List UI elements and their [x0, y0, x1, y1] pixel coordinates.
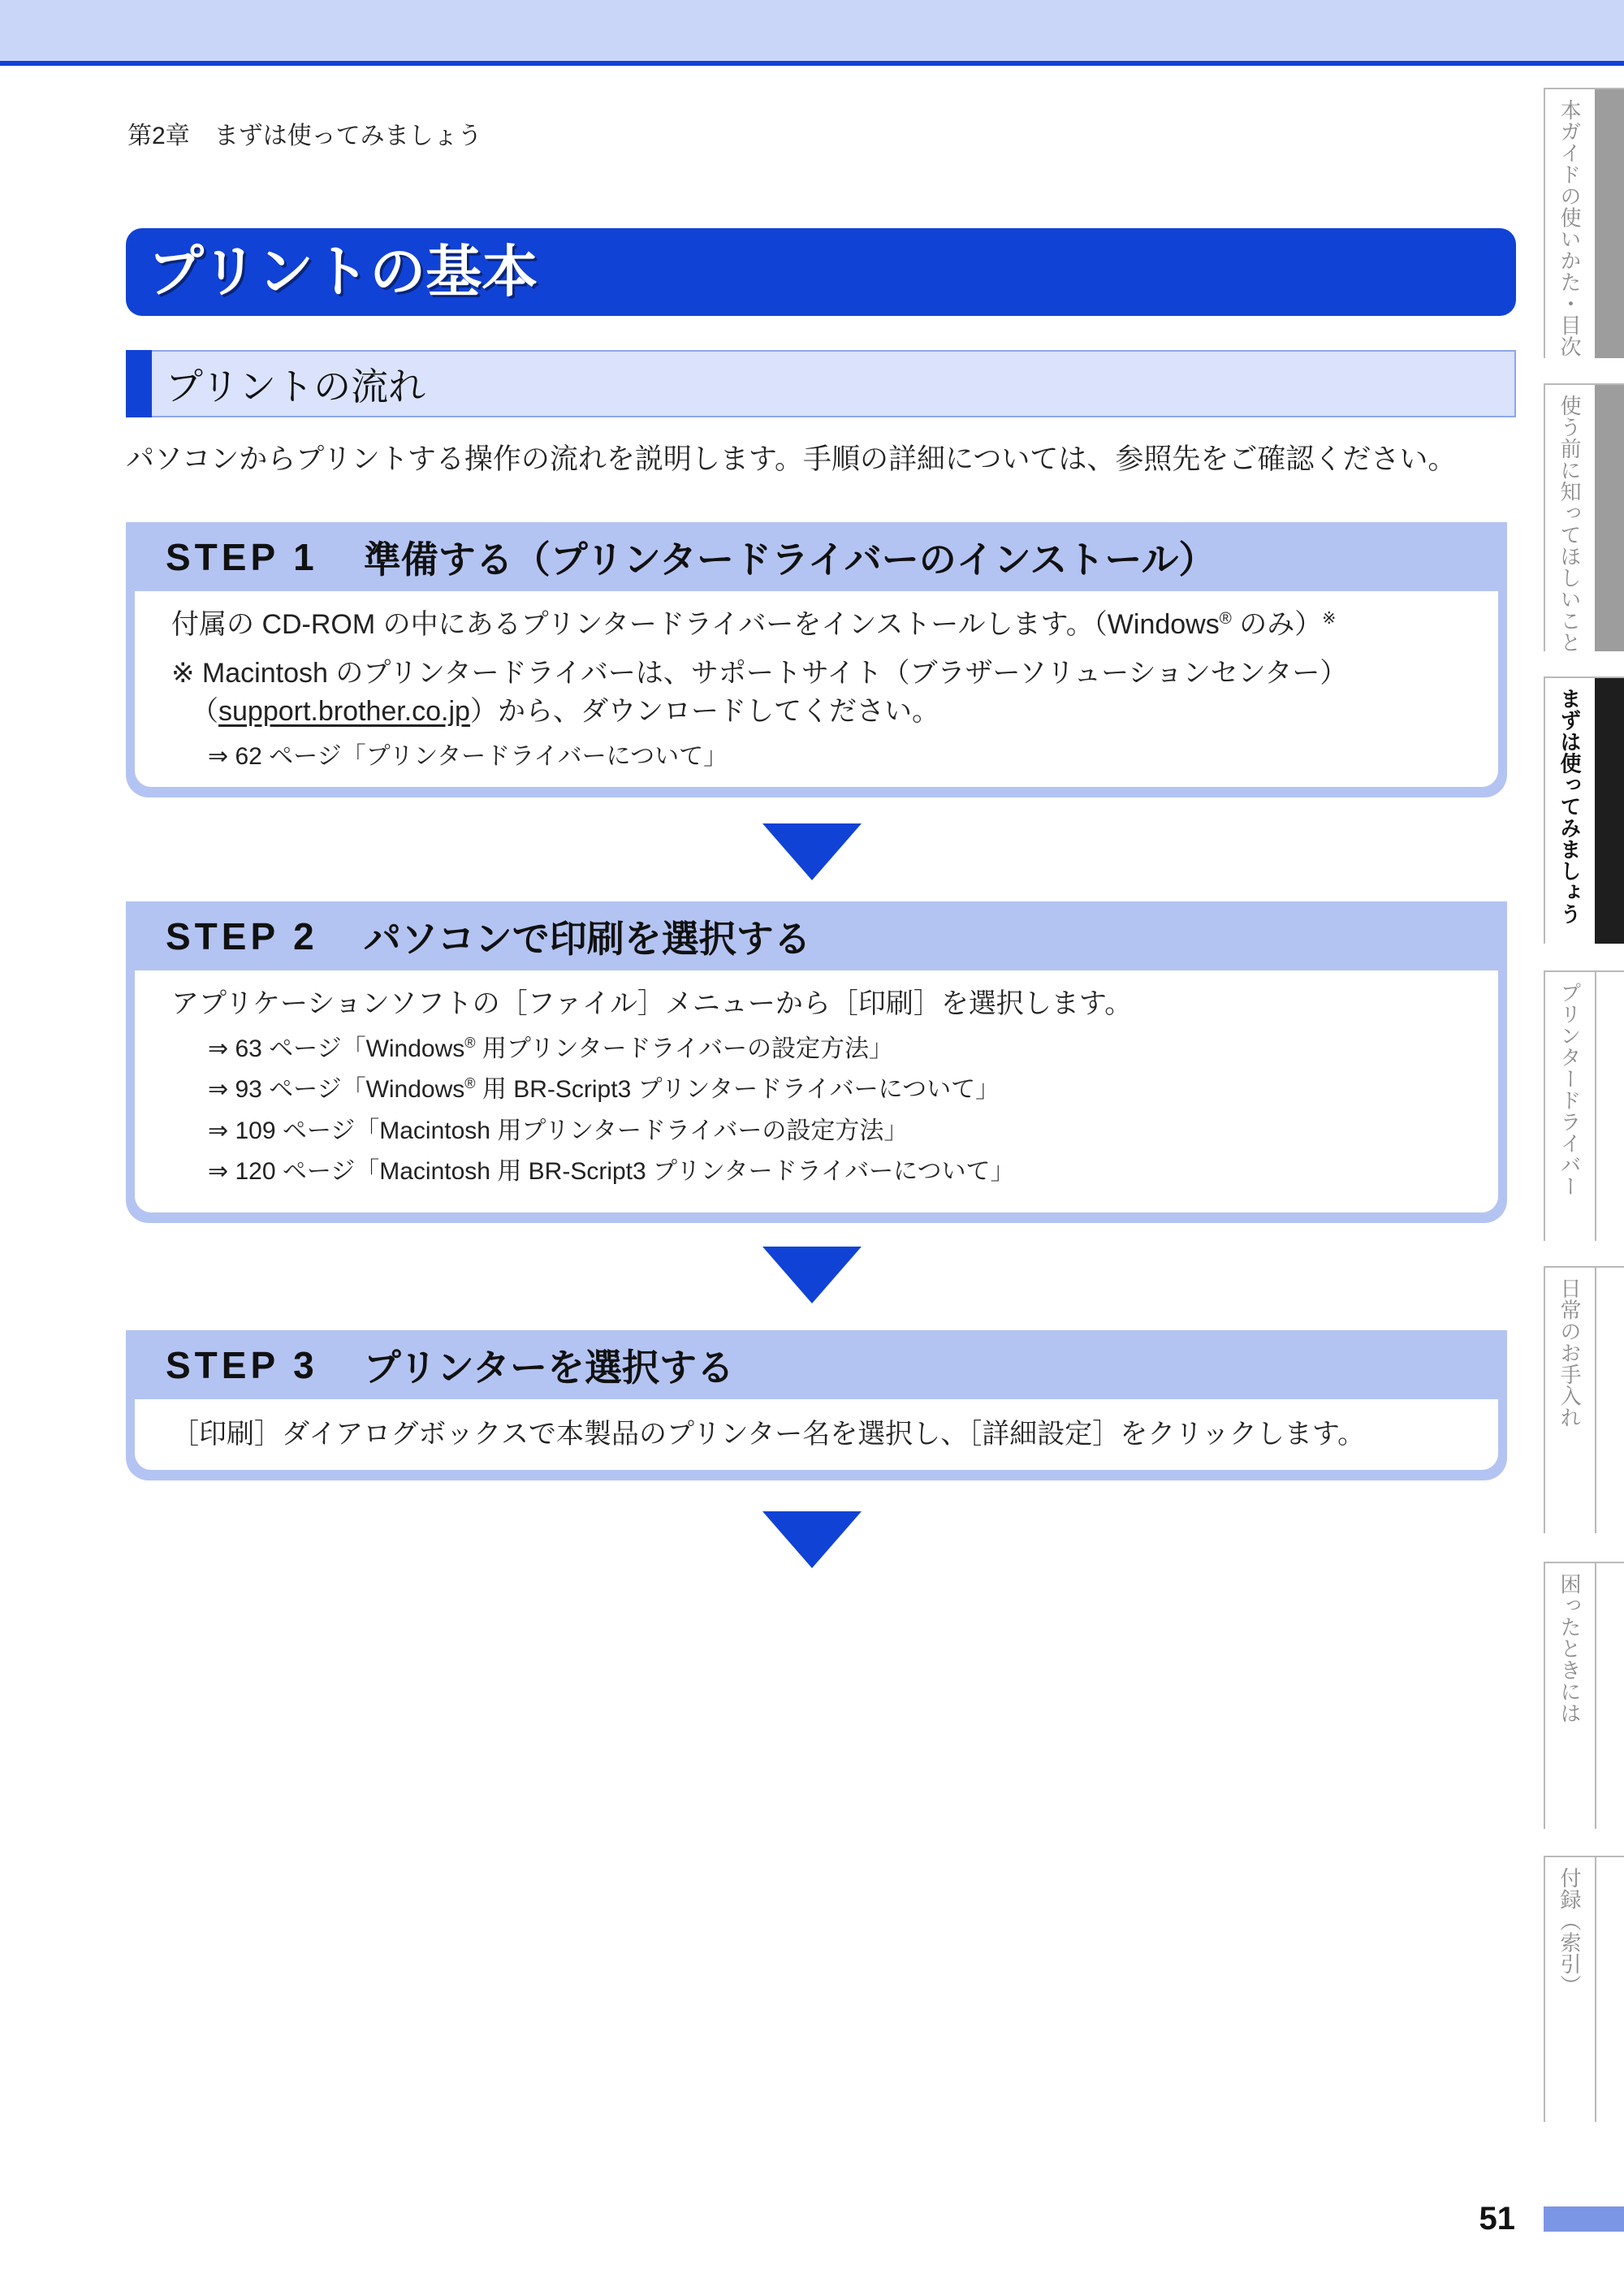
step-3-label: STEP 3 [166, 1343, 318, 1386]
chapter-header: 第2章 まずは使ってみましょう [127, 123, 482, 149]
step-1-description-text: 付属の CD-ROM の中にあるプリンタードライバーをインストールします。（Windows [171, 609, 1220, 640]
reference-text: ⇒ 93 ページ「Windows [208, 1076, 465, 1103]
step-2-reference-link-4[interactable]: ⇒ 120 ページ「Macintosh 用 BR-Script3 プリンタードライバーについて」 [208, 1158, 1015, 1185]
page-number: 51 [1479, 2201, 1515, 2237]
side-tab-label: 本ガイドの使いかた・目次 [1557, 99, 1582, 357]
step-1-description-text-end: のみ） [1231, 609, 1323, 640]
step-2-title: パソコンで印刷を選択する [363, 917, 811, 960]
step-2-header [126, 901, 1507, 970]
side-tab-marker [1595, 1563, 1624, 1829]
side-tab-marker [1595, 1857, 1624, 2122]
step-1-description [171, 607, 1336, 642]
side-tab-marker [1595, 1268, 1624, 1533]
footnote-mark: ※ [1322, 609, 1337, 628]
side-tab-label: 使う前に知ってほしいこと [1557, 395, 1582, 653]
registered-mark: ® [1219, 609, 1232, 628]
section-intro: パソコンからプリントする操作の流れを説明します。手順の詳細については、参照先をご確認ください。 [126, 443, 1457, 475]
note-open-paren: （ [191, 696, 218, 727]
step-1-label: STEP 1 [166, 535, 318, 578]
reference-text-end: 用プリンタードライバーの設定方法」 [475, 1035, 893, 1062]
step-3-header [126, 1330, 1507, 1399]
top-band [0, 0, 1624, 61]
side-tab-getting-started[interactable] [1544, 676, 1624, 944]
side-tab-label: 日常のお手入れ [1557, 1277, 1582, 1428]
step-3-box [126, 1330, 1507, 1480]
support-site-link[interactable]: support.brother.co.jp [218, 696, 470, 727]
step-1-box [126, 522, 1507, 797]
side-tab-troubleshooting[interactable] [1544, 1562, 1624, 1829]
note-rest-text: ）から、ダウンロードしてください。 [469, 696, 939, 727]
reference-text: ⇒ 63 ページ「Windows [208, 1035, 465, 1062]
side-tab-label: プリンタードライバー [1557, 982, 1582, 1197]
side-tab-marker [1595, 385, 1624, 651]
step-1-note: ※ Macintosh のプリンタードライバーは、サポートサイト（ブラザーソリューションセンター） [171, 658, 1348, 689]
section-heading-marker [126, 350, 152, 417]
registered-mark: ® [464, 1035, 476, 1052]
page-title-bar [126, 228, 1516, 316]
side-tab-appendix-index[interactable] [1544, 1856, 1624, 2122]
step-2-reference-link-3[interactable]: ⇒ 109 ページ「Macintosh 用プリンタードライバーの設定方法」 [208, 1117, 909, 1144]
step-3-title: プリンターを選択する [363, 1346, 735, 1389]
step-2-label: STEP 2 [166, 914, 318, 957]
step-2-reference-link-2[interactable] [208, 1074, 1000, 1106]
step-1-header [126, 522, 1507, 591]
side-tab-before-use[interactable] [1544, 383, 1624, 651]
down-triangle-icon [762, 823, 862, 880]
side-tab-guide-contents[interactable] [1544, 88, 1624, 358]
side-tab-maintenance[interactable] [1544, 1266, 1624, 1533]
down-triangle-icon [762, 1247, 862, 1303]
side-tab-label: 付録（索引） [1557, 1867, 1582, 1996]
step-2-box [126, 901, 1507, 1223]
side-tab-marker [1595, 678, 1624, 944]
side-tab-marker [1595, 89, 1624, 358]
step-3-description: ［印刷］ダイアログボックスで本製品のプリンター名を選択し、［詳細設定］をクリックします。 [171, 1419, 1366, 1450]
step-2-description: アプリケーションソフトの［ファイル］メニューから［印刷］を選択します。 [171, 988, 1133, 1019]
side-tab-printer-driver[interactable] [1544, 970, 1624, 1241]
down-triangle-icon [762, 1511, 862, 1568]
step-1-note-continued [191, 694, 939, 729]
side-tab-label: 困ったときには [1557, 1573, 1582, 1724]
step-1-title: 準備する（プリンタードライバーのインストール） [363, 538, 1216, 581]
section-heading: プリントの流れ [166, 365, 426, 408]
page-title: プリントの基本 [148, 240, 538, 303]
side-tab-marker [1595, 972, 1624, 1241]
step-1-reference-link[interactable]: ⇒ 62 ページ「プリンタードライバーについて」 [208, 743, 728, 770]
page-number-bar [1544, 2206, 1624, 2232]
registered-mark: ® [464, 1075, 476, 1092]
side-tab-label: まずは使ってみましょう [1557, 688, 1582, 925]
top-rule [0, 61, 1624, 66]
reference-text-end: 用 BR-Script3 プリンタードライバーについて」 [475, 1076, 1000, 1103]
section-heading-box [126, 350, 1516, 417]
step-2-reference-link-1[interactable] [208, 1033, 893, 1065]
